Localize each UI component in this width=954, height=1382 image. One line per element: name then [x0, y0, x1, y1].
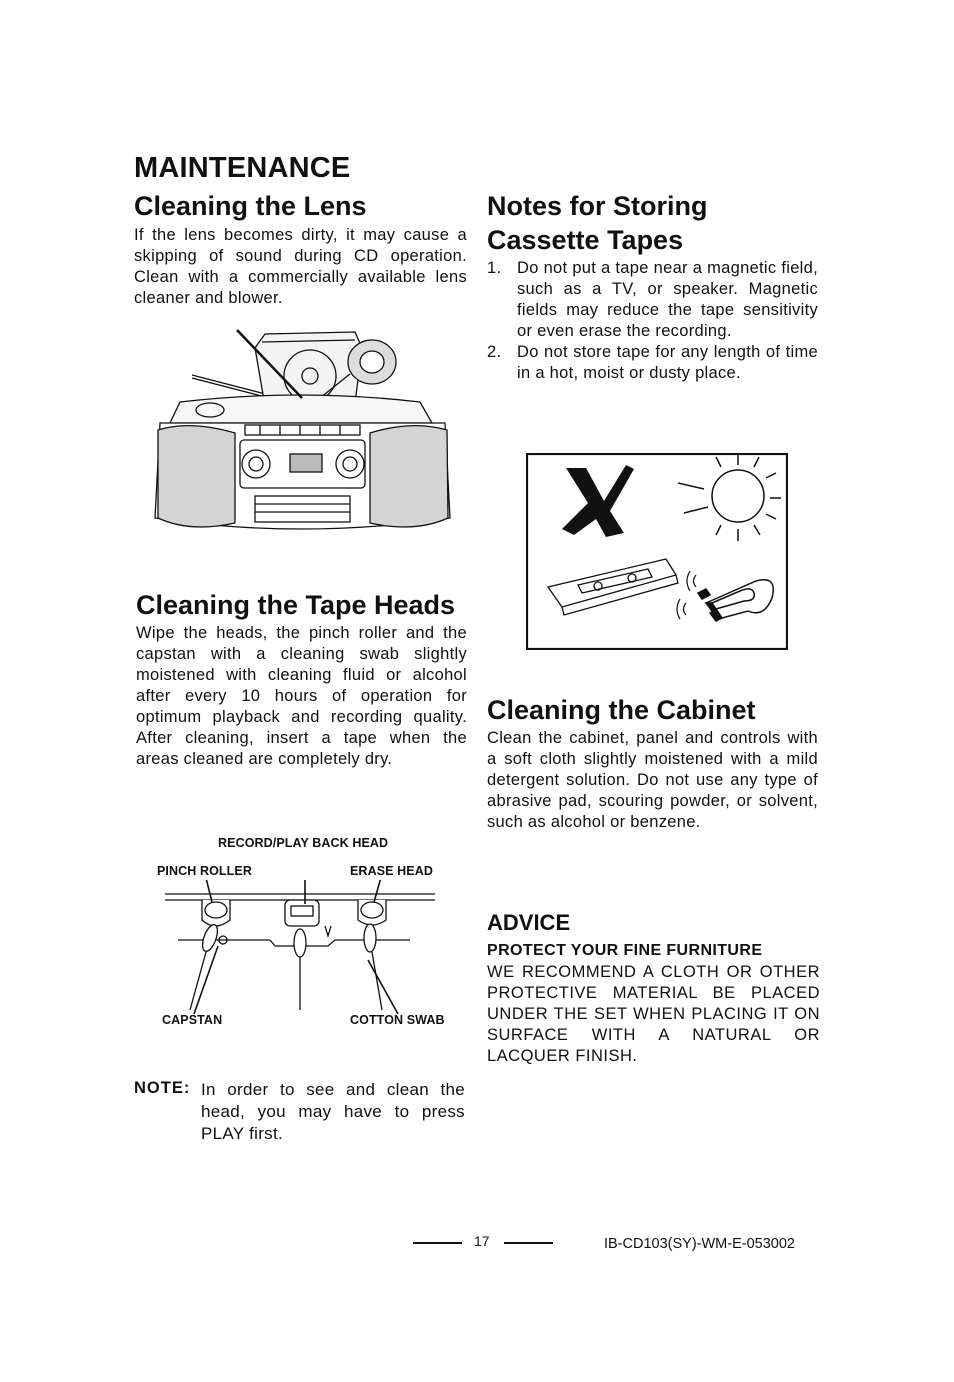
storing-heading-line2: Cassette Tapes — [487, 225, 684, 255]
advice-heading: ADVICE — [487, 910, 571, 935]
lens-text: If the lens becomes dirty, it may cause a skipping of sound during CD operation. Clean with a commercially available lens cleaner and blower. — [134, 226, 467, 307]
page-title: MAINTENANCE — [134, 152, 351, 184]
erase-head-label: ERASE HEAD — [350, 864, 433, 878]
note-text: In order to see and clean the head, you may have to press PLAY first. — [201, 1080, 465, 1143]
cabinet-text: Clean the cabinet, panel and controls with a soft cloth slightly moistened with a mild detergent solution. Do not use any type of abrasive pad, scouring powder, or solvent, such as alcohol or benzene. — [487, 729, 818, 831]
boombox-illustration — [150, 328, 455, 550]
storing-heading-line1: Notes for Storing — [487, 191, 708, 221]
cotton-swab-label: COTTON SWAB — [350, 1013, 445, 1027]
list-item: 1. Do not put a tape near a magnetic field, such as a TV, or speaker. Magnetic fields may reduce the tape sensitivity or even erase the recording. — [487, 259, 818, 340]
pinch-roller-label: PINCH ROLLER — [157, 864, 252, 878]
tape-head-diagram — [150, 880, 450, 1015]
footer-rule-left — [413, 1242, 462, 1244]
capstan-label: CAPSTAN — [162, 1013, 223, 1027]
list-item: 2. Do not store tape for any length of time in a hot, moist or dusty place. — [487, 343, 818, 382]
document-code: IB-CD103(SY)-WM-E-053002 — [604, 1236, 795, 1252]
tape-heads-text: Wipe the heads, the pinch roller and the capstan with a cleaning swab slightly moistened with cleaning fluid or alcohol after every 10 hours of operation for optimum playback and recording quality. After cleaning, insert a tape when the areas cleaned are completely dry. — [136, 624, 467, 768]
cabinet-heading: Cleaning the Cabinet — [487, 695, 756, 725]
page-number: 17 — [474, 1233, 490, 1249]
record-head-label: RECORD/PLAY BACK HEAD — [218, 836, 389, 850]
note-label: NOTE: — [134, 1079, 191, 1097]
tape-heads-heading: Cleaning the Tape Heads — [136, 590, 456, 620]
advice-subheading: PROTECT YOUR FINE FURNITURE — [487, 942, 763, 959]
footer-rule-right — [504, 1242, 553, 1244]
storage-warning-illustration — [526, 453, 788, 650]
storing-list — [487, 258, 818, 384]
lens-heading: Cleaning the Lens — [134, 191, 367, 221]
advice-text: WE RECOMMEND A CLOTH OR OTHER PROTECTIVE MATERIAL BE PLACED UNDER THE SET WHEN PLACING IT ON SURFACE WITH A NATURAL OR LACQUER FINISH. — [487, 963, 820, 1065]
